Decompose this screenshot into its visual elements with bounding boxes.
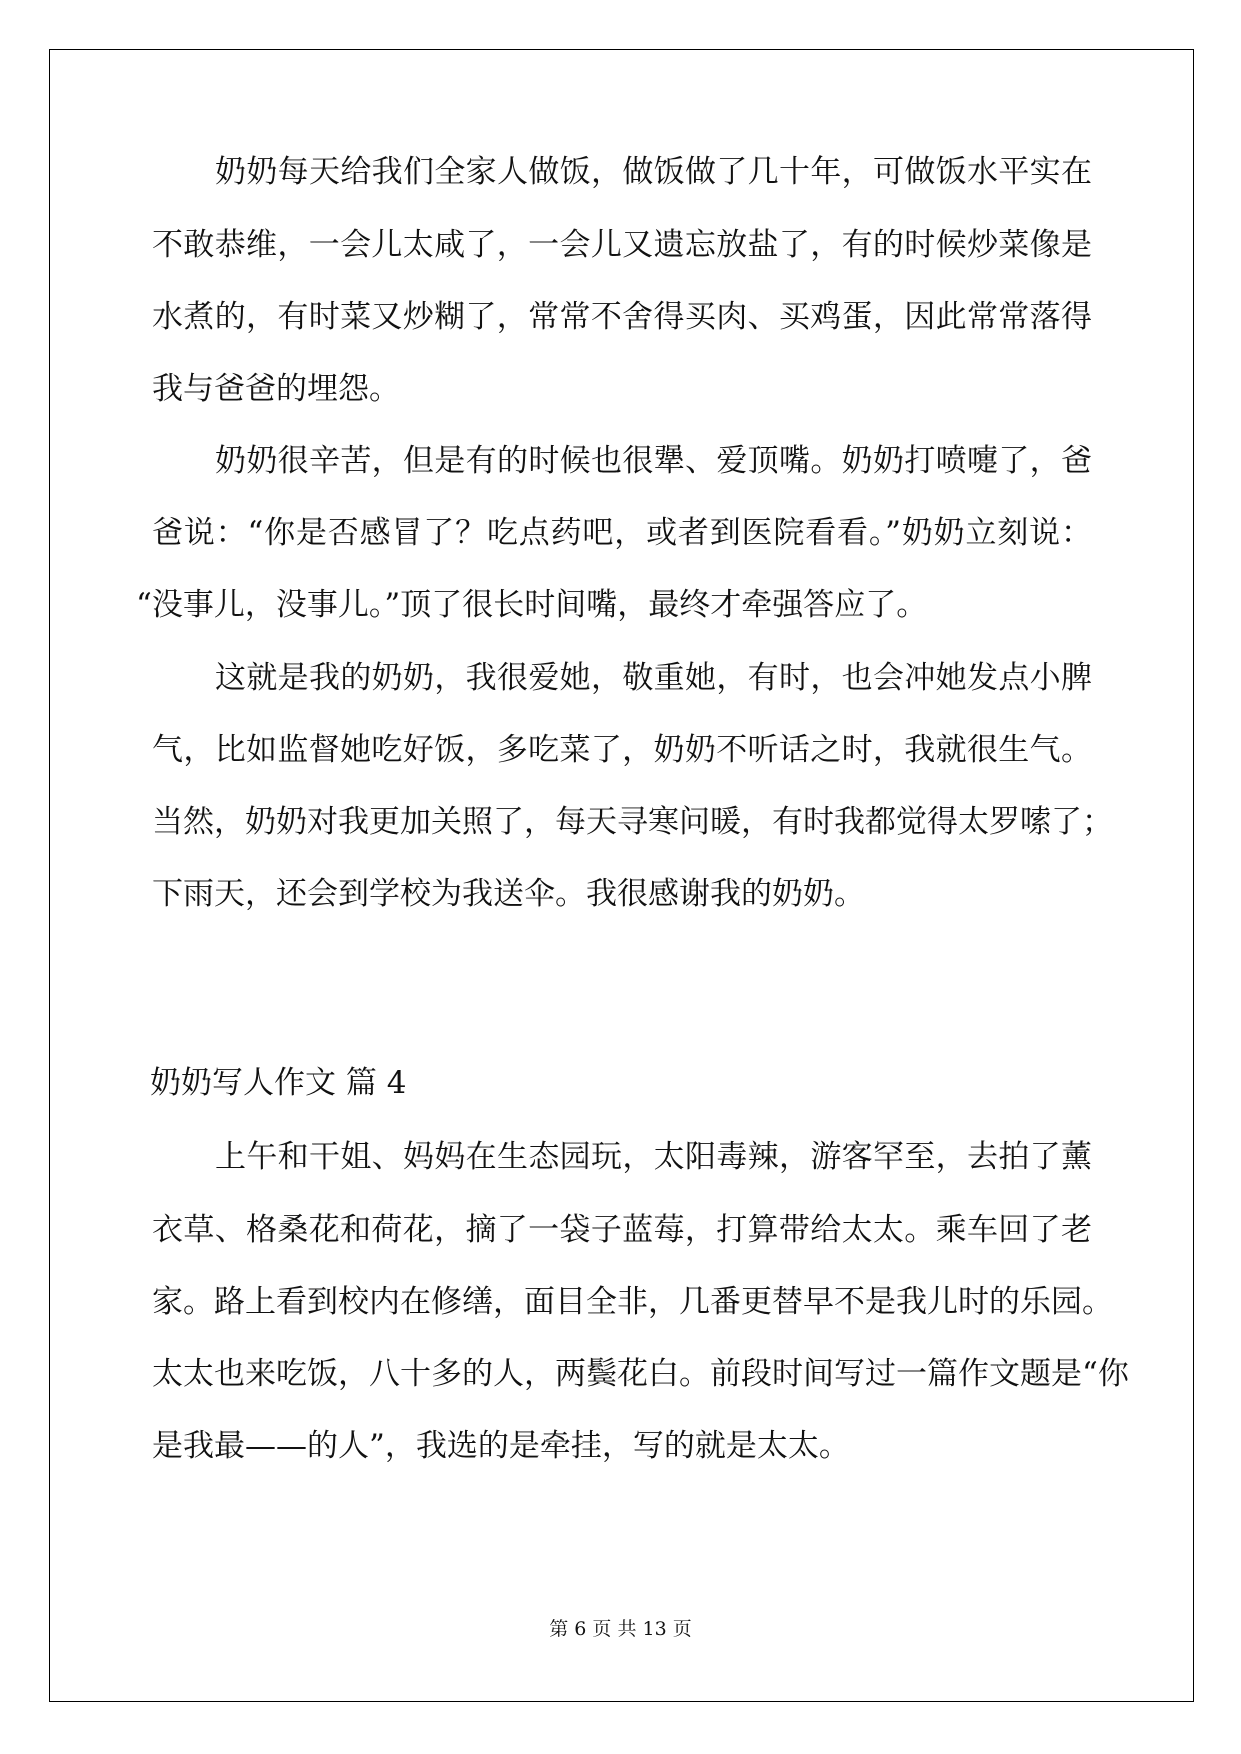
paragraph-4-line-4: 太太也来吃饭，八十多的人，两鬓花白。前段时间写过一篇作文题是“你 xyxy=(152,1356,1129,1392)
paragraph-4-line-5: 是我最——的人”，我选的是牵挂，写的就是太太。 xyxy=(152,1428,850,1464)
paragraph-1-line-2: 不敢恭维，一会儿太咸了，一会儿又遗忘放盐了，有的时候炒菜像是 xyxy=(152,227,1092,263)
paragraph-3-line-4: 下雨天，还会到学校为我送伞。我很感谢我的奶奶。 xyxy=(152,876,865,912)
paragraph-3-line-1: 这就是我的奶奶，我很爱她，敬重她，有时，也会冲她发点小脾 xyxy=(215,660,1092,696)
paragraph-3-line-3: 当然，奶奶对我更加关照了，每天寻寒问暖，有时我都觉得太罗嗦了； xyxy=(152,804,1113,840)
paragraph-4-line-1: 上午和干姐、妈妈在生态园玩，太阳毒辣，游客罕至，去拍了薰 xyxy=(215,1139,1092,1175)
paragraph-3-line-2: 气，比如监督她吃好饭，多吃菜了，奶奶不听话之时，我就很生气。 xyxy=(152,732,1092,768)
paragraph-1-line-4: 我与爸爸的埋怨。 xyxy=(152,371,400,407)
paragraph-1-line-3: 水煮的，有时菜又炒糊了，常常不舍得买肉、买鸡蛋，因此常常落得 xyxy=(152,299,1092,335)
section-heading: 奶奶写人作文 篇 4 xyxy=(150,1065,407,1101)
page-number-footer: 第 6 页 共 13 页 xyxy=(549,1618,692,1640)
paragraph-4-line-2: 衣草、格桑花和荷花，摘了一袋子蓝莓，打算带给太太。乘车回了老 xyxy=(152,1212,1092,1248)
paragraph-1-line-1: 奶奶每天给我们全家人做饭，做饭做了几十年，可做饭水平实在 xyxy=(215,154,1092,190)
paragraph-4-line-3: 家。路上看到校内在修缮，面目全非，几番更替早不是我儿时的乐园。 xyxy=(152,1284,1113,1320)
paragraph-2-line-1: 奶奶很辛苦，但是有的时候也很犟、爱顶嘴。奶奶打喷嚏了，爸 xyxy=(215,443,1092,479)
paragraph-2-line-3: “没事儿，没事儿。”顶了很长时间嘴，最终才牵强答应了。 xyxy=(136,587,928,623)
paragraph-2-line-2: 爸说：“你是否感冒了？吃点药吧，或者到医院看看。”奶奶立刻说： xyxy=(152,515,1092,551)
